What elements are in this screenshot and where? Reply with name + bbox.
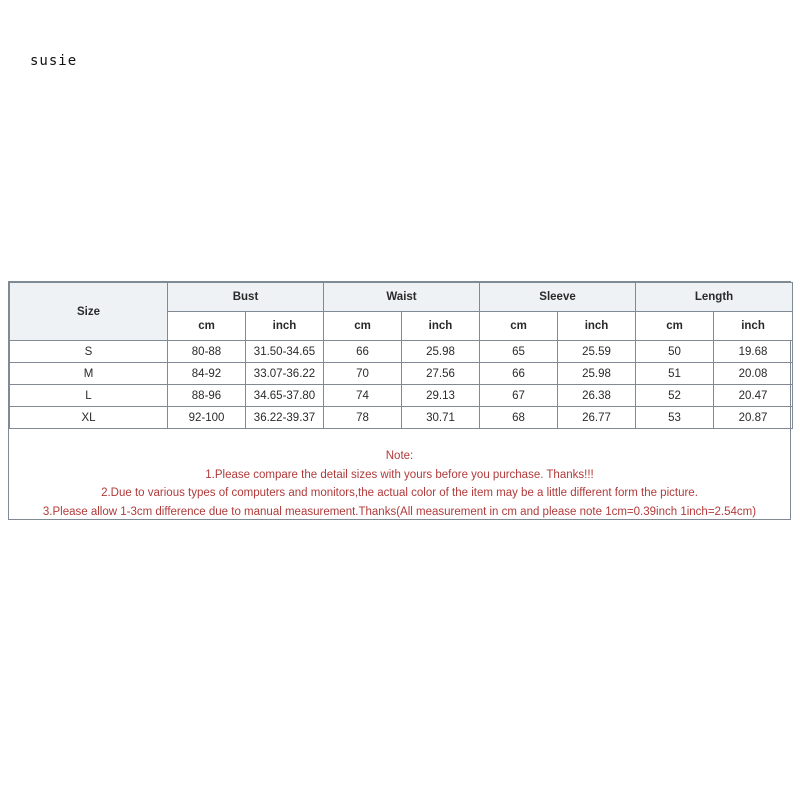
table-cell: 25.98: [558, 363, 636, 385]
table-row: [10, 341, 793, 363]
group-header-row: [10, 283, 793, 312]
table-cell: 84-92: [168, 363, 246, 385]
table-cell: 88-96: [168, 385, 246, 407]
table-cell: 34.65-37.80: [246, 385, 324, 407]
note-line: 3.Please allow 1-3cm difference due to manual measurement.Thanks(All measurement in cm and please note 1cm=0.39inch 1inch=2.54cm): [42, 505, 757, 518]
size-cell: XL: [10, 407, 168, 429]
table-cell: 53: [636, 407, 714, 429]
unit-header: inch: [714, 312, 793, 341]
table-cell: 78: [324, 407, 402, 429]
table-cell: 66: [324, 341, 402, 363]
note-line: 2.Due to various types of computers and monitors,the actual color of the item may be a little different form the picture.: [101, 487, 698, 499]
size-cell: M: [10, 363, 168, 385]
brand-name: susie: [30, 53, 78, 69]
table-cell: 31.50-34.65: [246, 341, 324, 363]
unit-header: cm: [636, 312, 714, 341]
length-header: Length: [636, 283, 793, 312]
table-cell: 74: [324, 385, 402, 407]
table-row: [10, 407, 793, 429]
unit-header: inch: [402, 312, 480, 341]
table-cell: 66: [480, 363, 558, 385]
table-cell: 25.98: [402, 341, 480, 363]
waist-header: Waist: [324, 283, 480, 312]
table-cell: 51: [636, 363, 714, 385]
table-cell: 80-88: [168, 341, 246, 363]
table-cell: 33.07-36.22: [246, 363, 324, 385]
table-cell: 26.38: [558, 385, 636, 407]
bust-header: Bust: [168, 283, 324, 312]
table-cell: 30.71: [402, 407, 480, 429]
unit-header: cm: [324, 312, 402, 341]
sleeve-header: Sleeve: [480, 283, 636, 312]
size-column-header: Size: [10, 283, 168, 341]
table-cell: 67: [480, 385, 558, 407]
unit-header: inch: [558, 312, 636, 341]
size-cell: L: [10, 385, 168, 407]
table-cell: 70: [324, 363, 402, 385]
table-cell: 65: [480, 341, 558, 363]
size-chart: [8, 281, 791, 520]
notes-section: [9, 447, 790, 521]
table-cell: 52: [636, 385, 714, 407]
unit-header: inch: [246, 312, 324, 341]
size-table: [9, 282, 793, 429]
table-cell: 19.68: [714, 341, 793, 363]
table-cell: 25.59: [558, 341, 636, 363]
unit-header: cm: [480, 312, 558, 341]
table-row: [10, 385, 793, 407]
table-cell: 92-100: [168, 407, 246, 429]
table-cell: 50: [636, 341, 714, 363]
table-cell: 68: [480, 407, 558, 429]
table-row: [10, 363, 793, 385]
table-cell: 29.13: [402, 385, 480, 407]
table-cell: 36.22-39.37: [246, 407, 324, 429]
table-cell: 26.77: [558, 407, 636, 429]
note-title: Note:: [385, 450, 414, 462]
table-cell: 27.56: [402, 363, 480, 385]
note-line: 1.Please compare the detail sizes with yours before you purchase. Thanks!!!: [205, 468, 594, 481]
size-cell: S: [10, 341, 168, 363]
table-cell: 20.47: [714, 385, 793, 407]
unit-header: cm: [168, 312, 246, 341]
table-cell: 20.87: [714, 407, 793, 429]
table-cell: 20.08: [714, 363, 793, 385]
